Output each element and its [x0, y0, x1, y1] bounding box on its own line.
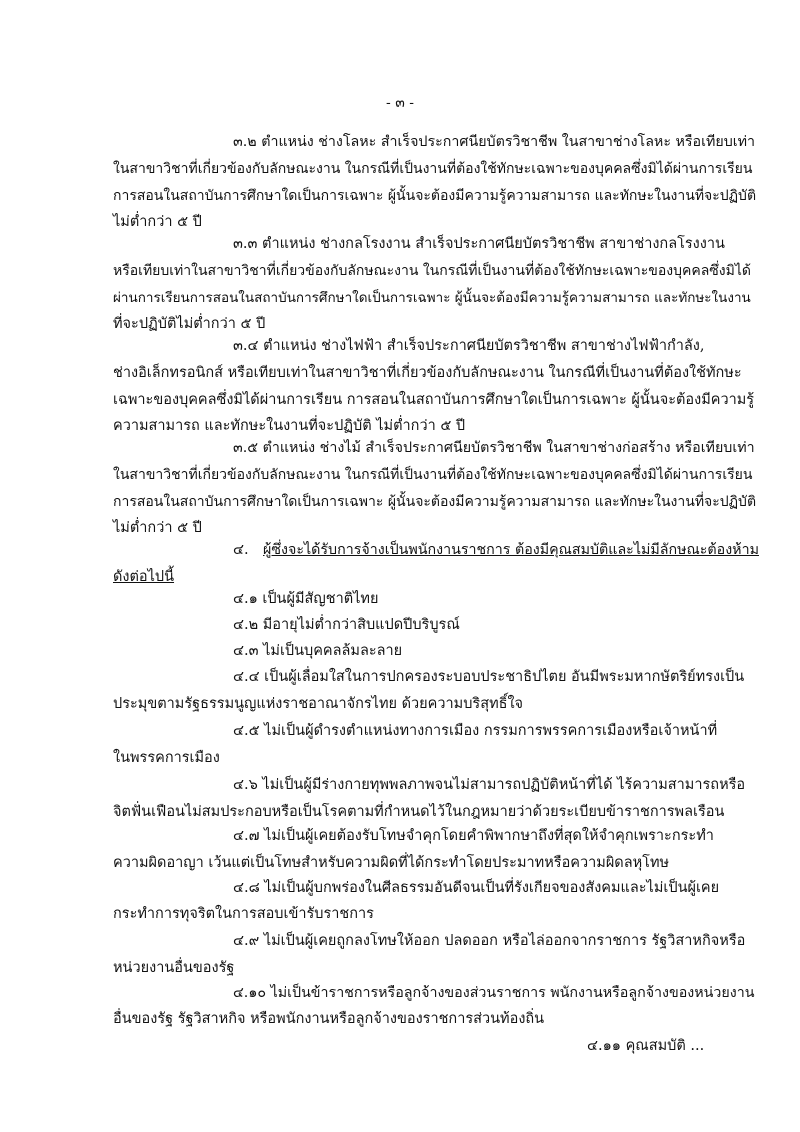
- item-4-5-line-2: ในพรรคการเมือง: [113, 750, 220, 766]
- para-3-3-line-2: หรือเทียบเท่าในสาขาวิชาที่เกี่ยวข้องกับลักษณะงาน ในกรณีที่เป็นงานที่ต้องใช้ทักษะเฉพาะของบุคคลซึ่งมิได้: [113, 263, 751, 279]
- para-3-3-line-3: ผ่านการเรียนการสอนในสถาบันการศึกษาใดเป็นการเฉพาะ ผู้นั้นจะต้องมีความรู้ความสามารถ และทักษะในงาน: [113, 290, 751, 306]
- section-4-heading-line-1: ผู้ซึ่งจะได้รับการจ้างเป็นพนักงานราชการ ต้องมีคุณสมบัติและไม่มีลักษณะต้องห้าม: [263, 542, 759, 558]
- continuation-footer: ๔.๑๑ คุณสมบัติ ...: [587, 1038, 705, 1054]
- para-3-2-line-4: ไม่ต่ำกว่า ๕ ปี: [113, 214, 202, 230]
- item-4-4-line-2: ประมุขตามรัฐธรรมนูญแห่งราชอาณาจักรไทย ด้วยความบริสุทธิ์ใจ: [113, 696, 524, 712]
- item-4-7-line-1: ๔.๗ ไม่เป็นผู้เคยต้องรับโทษจำคุกโดยคำพิพากษาถึงที่สุดให้จำคุกเพราะกระทำ: [233, 828, 714, 844]
- para-3-5-line-4: ไม่ต่ำกว่า ๕ ปี: [113, 520, 202, 536]
- item-4-10-line-2: อื่นของรัฐ รัฐวิสาหกิจ หรือพนักงานหรือลูกจ้างของราชการส่วนท้องถิ่น: [113, 1011, 545, 1027]
- item-4-6-line-2: จิตฟั่นเฟือนไม่สมประกอบหรือเป็นโรคตามที่กำหนดไว้ในกฎหมายว่าด้วยระเบียบข้าราชการพลเรือน: [113, 804, 725, 820]
- para-3-2-line-3: การสอนในสถาบันการศึกษาใดเป็นการเฉพาะ ผู้นั้นจะต้องมีความรู้ความสามารถ และทักษะในงานที่จะปฏิบัติ: [113, 188, 757, 204]
- para-3-4-line-4: ความสามารถ และทักษะในงานที่จะปฏิบัติ ไม่ต่ำกว่า ๕ ปี: [113, 418, 466, 434]
- para-3-4-line-2: ช่างอิเล็กทรอนิกส์ หรือเทียบเท่าในสาขาวิชาที่เกี่ยวข้องกับลักษณะงาน ในกรณีที่เป็นงานที่ต้องใช้ทักษะ: [113, 365, 742, 381]
- item-4-5-line-1: ๔.๕ ไม่เป็นผู้ดำรงตำแหน่งทางการเมือง กรรมการพรรคการเมืองหรือเจ้าหน้าที่: [233, 723, 718, 739]
- section-4-number: ๔.: [233, 542, 249, 558]
- item-4-9-line-2: หน่วยงานอื่นของรัฐ: [113, 960, 235, 976]
- item-4-9-line-1: ๔.๙ ไม่เป็นผู้เคยถูกลงโทษให้ออก ปลดออก หรือไล่ออกจากราชการ รัฐวิสาหกิจหรือ: [233, 933, 746, 949]
- item-4-4-line-1: ๔.๔ เป็นผู้เลื่อมใสในการปกครองระบอบประชาธิปไตย อันมีพระมหากษัตริย์ทรงเป็น: [233, 669, 745, 685]
- item-4-1: ๔.๑ เป็นผู้มีสัญชาติไทย: [233, 591, 379, 607]
- item-4-2: ๔.๒ มีอายุไม่ต่ำกว่าสิบแปดปีบริบูรณ์: [233, 617, 460, 633]
- para-3-5-line-3: การสอนในสถาบันการศึกษาใดเป็นการเฉพาะ ผู้นั้นจะต้องมีความรู้ความสามารถ และทักษะในงานที่จะปฏิบัติ: [113, 494, 757, 510]
- item-4-6-line-1: ๔.๖ ไม่เป็นผู้มีร่างกายทุพพลภาพจนไม่สามารถปฏิบัติหน้าที่ได้ ไร้ความสามารถหรือ: [233, 777, 746, 793]
- page-number: - ๓ -: [386, 95, 414, 111]
- para-3-2-line-2: ในสาขาวิชาที่เกี่ยวข้องกับลักษณะงาน ในกรณีที่เป็นงานที่ต้องใช้ทักษะเฉพาะของบุคคลซึ่งมิได้ผ่านการเรียน: [113, 161, 753, 177]
- para-3-3-line-4: ที่จะปฏิบัติไม่ต่ำกว่า ๕ ปี: [113, 316, 266, 332]
- item-4-10-line-1: ๔.๑๐ ไม่เป็นข้าราชการหรือลูกจ้างของส่วนราชการ พนักงานหรือลูกจ้างของหน่วยงาน: [233, 985, 755, 1001]
- para-3-4-line-1: ๓.๔ ตำแหน่ง ช่างไฟฟ้า สำเร็จประกาศนียบัตรวิชาชีพ สาขาช่างไฟฟ้ากำลัง,: [233, 338, 705, 354]
- para-3-3-line-1: ๓.๓ ตำแหน่ง ช่างกลโรงงาน สำเร็จประกาศนียบัตรวิชาชีพ สาขาช่างกลโรงงาน: [233, 236, 725, 252]
- item-4-7-line-2: ความผิดอาญา เว้นแต่เป็นโทษสำหรับความผิดที่ได้กระทำโดยประมาทหรือความผิดลหุโทษ: [113, 855, 670, 871]
- item-4-8-line-2: กระทำการทุจริตในการสอบเข้ารับราชการ: [113, 906, 374, 922]
- item-4-8-line-1: ๔.๘ ไม่เป็นผู้บกพร่องในศีลธรรมอันดีจนเป็นที่รังเกียจของสังคมและไม่เป็นผู้เคย: [233, 880, 720, 896]
- section-4-heading-line-2: ดังต่อไปนี้: [113, 569, 175, 585]
- para-3-2-line-1: ๓.๒ ตำแหน่ง ช่างโลหะ สำเร็จประกาศนียบัตรวิชาชีพ ในสาขาช่างโลหะ หรือเทียบเท่า: [233, 134, 756, 150]
- para-3-5-line-2: ในสาขาวิชาที่เกี่ยวข้องกับลักษณะงาน ในกรณีที่เป็นงานที่ต้องใช้ทักษะเฉพาะของบุคคลซึ่งมิได้ผ่านการเรียน: [113, 467, 753, 483]
- para-3-4-line-3: เฉพาะของบุคคลซึ่งมิได้ผ่านการเรียน การสอนในสถาบันการศึกษาใดเป็นการเฉพาะ ผู้นั้นจะต้องมีความรู้: [113, 392, 755, 408]
- para-3-5-line-1: ๓.๕ ตำแหน่ง ช่างไม้ สำเร็จประกาศนียบัตรวิชาชีพ ในสาขาช่างก่อสร้าง หรือเทียบเท่า: [233, 440, 755, 456]
- item-4-3: ๔.๓ ไม่เป็นบุคคลล้มละลาย: [233, 643, 403, 659]
